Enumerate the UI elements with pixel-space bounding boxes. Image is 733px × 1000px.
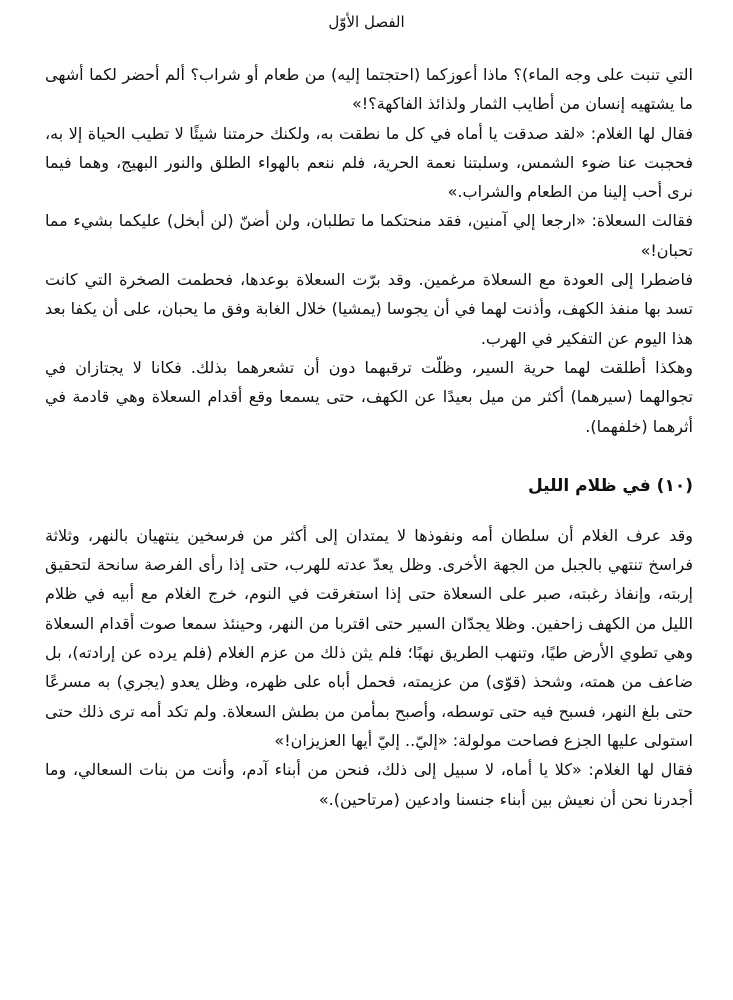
page-body bbox=[45, 60, 693, 814]
paragraph: التي تنبت على وجه الماء)؟ ماذا أعوزكما (احتجتما إليه) من طعام أو شراب؟ ألم أحضر لكما أشهى ما يشتهيه إنسان من أطايب الثمار ولذائذ الفاكهة؟!» bbox=[45, 65, 693, 114]
paragraph: فقالت السعلاة: «ارجعا إلي آمنين، فقد منحتكما ما تطلبان، ولن أضنّ (لن أبخل) عليكما بشيء مما تحبان!» bbox=[45, 211, 693, 260]
paragraph: فقال لها الغلام: «كلا يا أماه، لا سبيل إلى ذلك، فنحن من أبناء آدم، وأنت من بنات السعالي، وما أجدرنا نحن أن نعيش بين أبناء جنسنا وادعين (مرتاحين).» bbox=[45, 760, 693, 809]
section-heading: (١٠) في ظلام الليل bbox=[527, 475, 693, 496]
paragraph: وهكذا أطلقت لهما حرية السير، وظلّت ترقبهما دون أن تشعرهما بذلك. فكانا لا يجتازان في تجوالهما (سيرهما) أكثر من ميل بعيدًا عن الكهف، حتى يسمعا وقع أقدام السعلاة وهي قادمة في أثرهما (خلفهما). bbox=[45, 357, 693, 436]
chapter-title: الفصل الأوّل bbox=[328, 13, 405, 31]
paragraph: فقال لها الغلام: «لقد صدقت يا أماه في كل ما نطقت به، ولكنك حرمتنا شيئًا لا تطيب الحياة إلا به، فحجبت عنا ضوء الشمس، وسلبتنا نعمة الحرية، فلم ننعم بالهواء الطلق والنور البهيج، وهما فيما نرى أحب إلينا من الطعام والشراب.» bbox=[45, 123, 693, 202]
paragraph: فاضطرا إلى العودة مع السعلاة مرغمين. وقد برّت السعلاة بوعدها، فحطمت الصخرة التي كانت تسد بها منفذ الكهف، وأذنت لهما في أن يجوسا (يمشيا) خلال الغابة وفق ما يحبان، على أن يكفا بعد هذا اليوم عن التفكير في الهرب. bbox=[45, 270, 693, 348]
paragraph: وقد عرف الغلام أن سلطان أمه ونفوذها لا يمتدان إلى أكثر من فرسخين ينتهيان بالنهر، وثلاثة فراسخ تنتهي بالجبل من الجهة الأخرى. وظل يعدّ عدته للهرب، حتى إذا رأى الفرصة سانحة لتحقيق إربته، وإنفاذ رغبته، صبر على السعلاة حتى إذا استغرقت في النوم، خرج الغلام مع أبيه في ظلام الليل من الكهف زاحفين. وظلا يجدّان السير حتى اقتربا من النهر، وحينئذ سمعا صوت أقدام السعلاة وهي تطوي الأرض طيًا، وتنهب الطريق نهبًا؛ فلم يثن ذلك من عزم الغلام (فلم يرده عن إرادته)، بل ضاعف من همته، وشحذ (قوّى) من عزيمته، فحمل أباه على ظهره، وظل يعدو (يجري) به مسرعًا حتى بلغ النهر، فسبح فيه حتى توسطه، وأصبح بمأمن من بطش السعلاة. ولم تكد أمه ترى ذلك حتى استولى عليها الجزع فصاحت مولولة: «إليّ.. إليّ أيها العزيزان!» bbox=[45, 525, 693, 750]
